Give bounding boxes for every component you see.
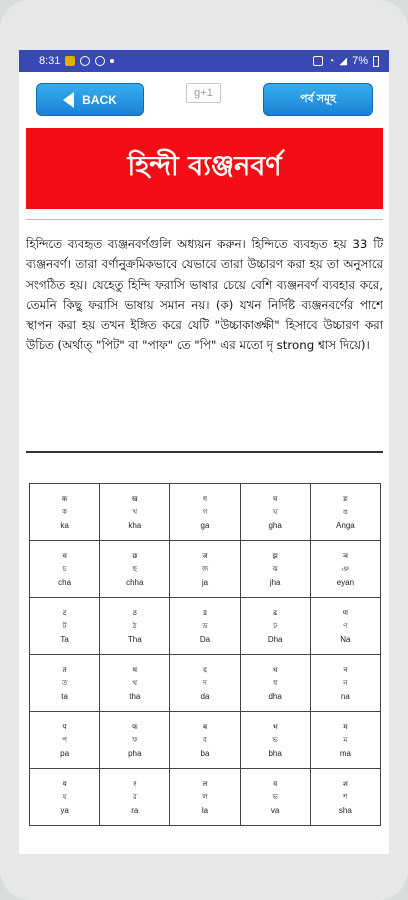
letter-cell — [100, 769, 170, 826]
romanization: chha — [126, 577, 144, 587]
letter-cell — [240, 484, 310, 541]
sections-button[interactable]: পর্ব সমূহ — [263, 83, 373, 116]
letter-cell — [170, 541, 240, 598]
hindi-letter: ञ — [342, 551, 348, 560]
hindi-letter: थ — [132, 665, 138, 674]
romanization: Da — [199, 634, 211, 644]
hindi-letter: म — [343, 722, 348, 731]
letter-cell — [100, 541, 170, 598]
letter-cell — [240, 598, 310, 655]
battery-icon — [373, 56, 379, 67]
romanization: Na — [340, 634, 351, 644]
romanization: Ta — [60, 634, 69, 644]
page-title: হিন্দী ব্যঞ্জনবর্ণ — [26, 128, 383, 209]
hindi-letter: ख — [131, 494, 138, 503]
app-screen — [19, 50, 389, 854]
letter-cell — [170, 712, 240, 769]
letter-cell — [30, 541, 100, 598]
signal-icon: ◢ — [339, 55, 348, 67]
bengali-letter: ঠ — [132, 621, 137, 630]
bengali-letter: ঘ — [272, 507, 278, 516]
romanization: ba — [200, 748, 210, 758]
back-arrow-icon — [63, 92, 74, 108]
bengali-letter: ঙ — [342, 507, 348, 516]
romanization: pa — [60, 748, 70, 758]
bengali-letter: র — [132, 792, 137, 801]
hindi-letter: ण — [342, 608, 348, 617]
romanization: ja — [201, 577, 209, 587]
hindi-letter: ढ — [273, 608, 278, 617]
letter-cell — [170, 598, 240, 655]
bengali-letter: ভ — [272, 792, 278, 801]
hindi-letter: ल — [202, 779, 208, 788]
intro-paragraph: হিন্দিতে ব্যবহৃত ব্যঞ্জনবর্ণগুলি অধ্যয়ন করুন। হিন্দিতে ব্যবহৃত হয় 33 টি ব্যঞ্জনবর্ণ। তারা বর্ণানুক্রমিকভাবে যেভাবে তারা উচ্চারণ করা হয় তা অনুসারে সংগঠিত হয়। যেহেতু হিন্দি ফরাসি ভাষার চেয়ে বেশি ব্যঞ্জনবর্ণ ব্যবহার করে, তেমনি কিছু ফরাসি ভাষায় সমান নয়। (ক) যখন নির্দিষ্ট ব্যঞ্জনবর্ণের পাশে স্থাপন করা হয় তখন ইঙ্গিত করে যেটি "উচ্চাকাঙ্ক্ষী" হিসাবে উচ্চারণ করা উচিত (অর্থাত্ "পিট" বা "পাফ" তে "পি" এর মতো দৃ strong শ্বাস দিয়ে)। — [26, 237, 383, 353]
bengali-letter: ত — [61, 678, 68, 687]
alarm-icon — [80, 56, 90, 66]
letter-cell — [310, 598, 380, 655]
bengali-letter: ভ — [272, 735, 278, 744]
letter-cell — [30, 598, 100, 655]
romanization: Dha — [267, 634, 283, 644]
hindi-letter: ड — [203, 608, 207, 617]
hindi-letter: त — [62, 665, 67, 674]
bengali-letter: খ — [132, 507, 138, 516]
hindi-letter: च — [62, 551, 67, 560]
vibrate-icon — [313, 56, 323, 66]
hindi-letter: झ — [272, 551, 278, 560]
hindi-letter: क — [61, 494, 68, 503]
hindi-letter: ठ — [132, 608, 137, 617]
battery-level: 7% — [352, 55, 368, 67]
romanization: jha — [269, 577, 281, 587]
back-button[interactable] — [36, 83, 144, 116]
romanization: cha — [58, 577, 72, 587]
letter-cell — [30, 712, 100, 769]
bengali-letter: ঢ — [273, 621, 278, 630]
wifi-icon: ◔ — [328, 55, 335, 67]
bengali-letter: ফ — [132, 735, 138, 744]
letter-cell — [310, 769, 380, 826]
romanization: tha — [129, 691, 141, 701]
top-bar — [19, 72, 389, 128]
letter-cell — [240, 769, 310, 826]
romanization: eyan — [336, 577, 355, 587]
bengali-letter: ল — [202, 792, 208, 801]
letter-cell — [100, 484, 170, 541]
hindi-letter: ग — [202, 494, 207, 503]
google-plus-one-button[interactable]: g+1 — [186, 83, 221, 103]
bengali-letter: থ — [132, 678, 138, 687]
more-notifications-icon — [110, 59, 114, 63]
romanization: gha — [268, 520, 282, 530]
letter-cell — [310, 655, 380, 712]
letter-cell — [100, 598, 170, 655]
romanization: ma — [339, 748, 351, 758]
hindi-letter: ज — [202, 551, 208, 560]
bengali-letter: য — [62, 792, 67, 801]
letter-cell — [170, 655, 240, 712]
romanization: ra — [131, 805, 139, 815]
hindi-letter: य — [62, 779, 67, 788]
table-row — [30, 712, 381, 769]
hindi-letter: न — [343, 665, 348, 674]
bengali-letter: ঞ — [341, 564, 350, 573]
bengali-letter: গ — [202, 507, 208, 516]
bengali-letter: ক — [62, 507, 68, 516]
hindi-letter: ब — [202, 722, 207, 731]
romanization: ka — [60, 520, 69, 530]
table-row — [30, 655, 381, 712]
letter-cell — [240, 712, 310, 769]
hindi-letter: व — [273, 779, 278, 788]
letter-cell — [240, 541, 310, 598]
consonant-table — [29, 483, 381, 826]
hindi-letter: श — [342, 779, 348, 788]
letter-cell — [170, 769, 240, 826]
bengali-letter: ঝ — [272, 564, 278, 573]
romanization: ya — [60, 805, 69, 815]
bengali-letter: ণ — [343, 621, 348, 630]
table-row — [30, 541, 381, 598]
romanization: bha — [268, 748, 282, 758]
hindi-letter: छ — [132, 551, 138, 560]
hindi-letter: र — [133, 779, 137, 788]
romanization: ga — [200, 520, 210, 530]
bengali-letter: জ — [201, 564, 209, 573]
divider — [26, 219, 383, 220]
hindi-letter: प — [62, 722, 67, 731]
status-time: 8:31 — [39, 55, 61, 67]
divider — [26, 451, 383, 453]
letter-cell — [30, 655, 100, 712]
hindi-letter: ङ — [343, 494, 348, 503]
table-row — [30, 484, 381, 541]
letter-cell — [310, 484, 380, 541]
notification-icon — [65, 56, 75, 66]
hindi-letter: द — [203, 665, 207, 674]
romanization: dha — [268, 691, 282, 701]
romanization: na — [340, 691, 350, 701]
back-button-label: BACK — [82, 92, 117, 107]
status-bar — [19, 50, 389, 72]
bengali-letter: ট — [62, 621, 67, 630]
letter-cell — [100, 655, 170, 712]
bengali-letter: ড — [202, 621, 208, 630]
romanization: Tha — [127, 634, 142, 644]
dnd-icon — [95, 56, 105, 66]
hindi-letter: ट — [62, 608, 67, 617]
hindi-letter: घ — [273, 494, 278, 503]
romanization: sha — [338, 805, 352, 815]
letter-cell — [30, 769, 100, 826]
letter-cell — [310, 541, 380, 598]
bengali-letter: শ — [343, 792, 348, 801]
romanization: ta — [61, 691, 68, 701]
table-row — [30, 598, 381, 655]
letter-cell — [170, 484, 240, 541]
romanization: da — [200, 691, 210, 701]
hindi-letter: ध — [273, 665, 278, 674]
bengali-letter: প — [62, 735, 67, 744]
bengali-letter: ন — [343, 678, 348, 687]
bengali-letter: দ — [203, 678, 207, 687]
bengali-letter: ধ — [273, 678, 278, 687]
romanization: kha — [128, 520, 142, 530]
system-nav-bar — [0, 862, 408, 900]
romanization: la — [201, 805, 209, 815]
bengali-letter: ছ — [132, 564, 137, 573]
letter-cell — [240, 655, 310, 712]
bengali-letter: চ — [62, 564, 67, 573]
letter-cell — [30, 484, 100, 541]
romanization: va — [270, 805, 280, 815]
romanization: Anga — [336, 520, 355, 530]
table-row — [30, 769, 381, 826]
romanization: pha — [128, 748, 142, 758]
hindi-letter: फ — [132, 722, 138, 731]
bengali-letter: ম — [343, 735, 348, 744]
letter-cell — [310, 712, 380, 769]
bengali-letter: ব — [203, 735, 207, 744]
letter-cell — [100, 712, 170, 769]
hindi-letter: भ — [272, 722, 278, 731]
